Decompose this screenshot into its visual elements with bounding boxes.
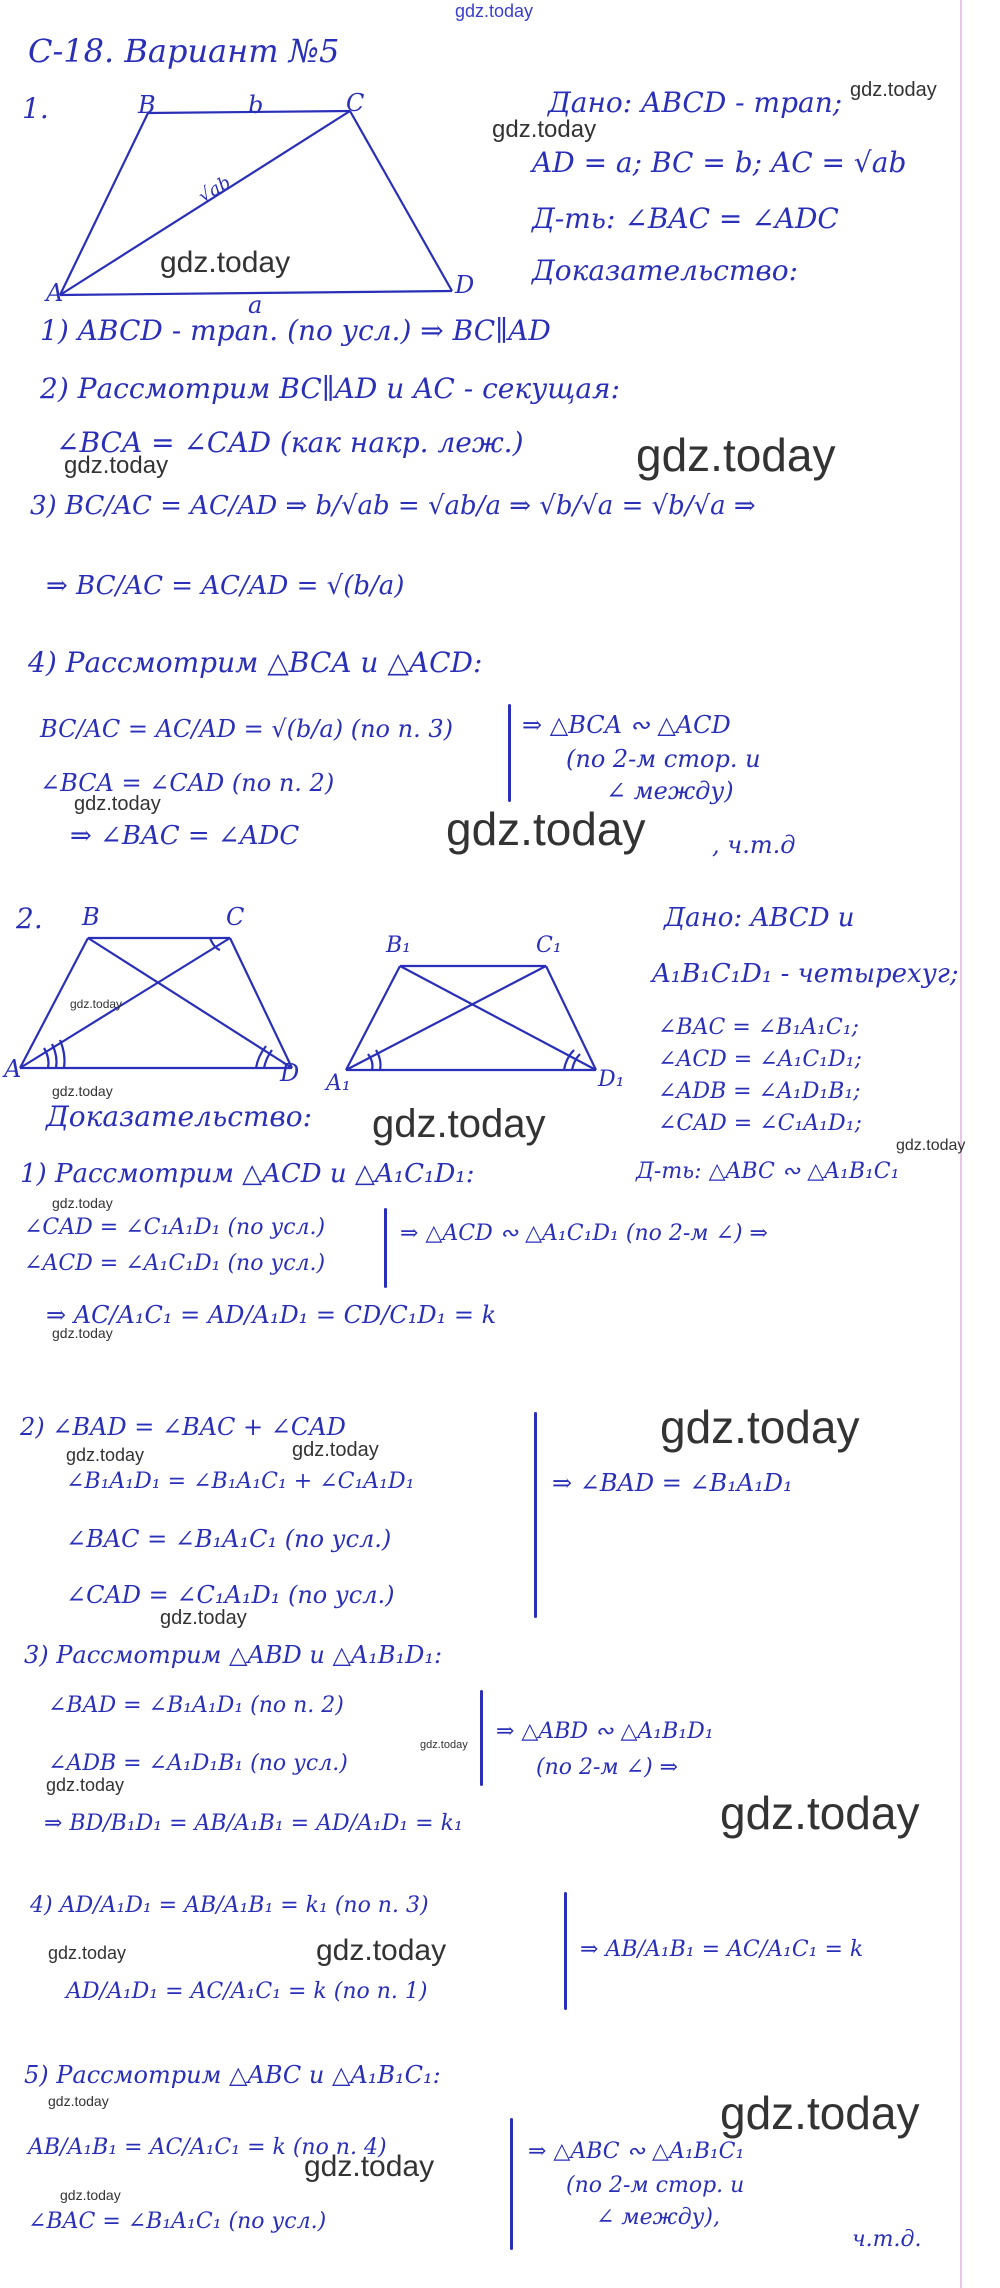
task2-step-1-concl: ⇒ △ACD ∾ △A₁C₁D₁ (по 2-м ∠) ⇒	[400, 1221, 768, 1246]
watermark: gdz.today	[66, 1445, 145, 1465]
task2-figure-abcd	[20, 928, 310, 1078]
task2-step-1-line2: ∠ACD = ∠A₁C₁D₁ (по усл.)	[24, 1251, 326, 1276]
task1-conclusion: ⇒ ∠BAC = ∠ADC	[70, 821, 300, 851]
task1-step-4-reason2: ∠ между)	[606, 777, 734, 805]
fig1-label-diagonal: √ab	[194, 172, 235, 208]
task2-step-2-line3: ∠CAD = ∠C₁A₁D₁ (по усл.)	[66, 1581, 395, 1609]
watermark: gdz.today	[850, 79, 937, 101]
task1-step-2: 2) Рассмотрим BC∥AD и AC - секущая:	[40, 372, 621, 405]
task1-step-4-line1: BC/AC = AC/AD = √(b/a) (по п. 3)	[40, 715, 453, 743]
task2-given-6: ∠CAD = ∠C₁A₁D₁;	[658, 1111, 862, 1136]
watermark: gdz.today	[292, 1439, 379, 1461]
task2-step-5: 5) Рассмотрим △ABC и △A₁B₁C₁:	[24, 2061, 441, 2089]
fig2-label-d: D	[280, 1059, 300, 1087]
task2-step-3: 3) Рассмотрим △ABD и △A₁B₁D₁:	[24, 1641, 443, 1669]
watermark: gdz.today	[48, 2093, 109, 2109]
task2-step-3-line2: ∠ADB = ∠A₁D₁B₁ (по усл.)	[48, 1751, 348, 1776]
watermark: gdz.today	[74, 793, 161, 815]
watermark: gdz.today	[52, 1195, 113, 1211]
task1-step-4-concl: ⇒ △BCA ∾ △ACD	[522, 711, 731, 739]
task2-step-5-line1: AB/A₁B₁ = AC/A₁C₁ = k (по п. 4)	[28, 2135, 387, 2160]
task2-step-3-line1: ∠BAD = ∠B₁A₁D₁ (по п. 2)	[48, 1693, 344, 1718]
task1-step-1: 1) ABCD - трап. (по усл.) ⇒ BC∥AD	[40, 314, 551, 347]
watermark: gdz.today	[48, 1943, 127, 1963]
task1-given-2: AD = a; BC = b; AC = √ab	[532, 146, 907, 179]
watermark: gdz.today	[46, 1775, 125, 1795]
page-title: С-18. Вариант №5	[28, 32, 340, 70]
fig1-label-d: D	[455, 271, 475, 299]
task2-step3-brace	[480, 1690, 483, 1786]
watermark: gdz.today	[160, 246, 291, 279]
task1-step-4-reason1: (по 2-м стор. и	[566, 745, 761, 773]
task2-figure-a1b1c1d1	[346, 958, 606, 1078]
task2-step-4-line2: AD/A₁D₁ = AC/A₁C₁ = k (по п. 1)	[66, 1979, 428, 2004]
fig1-label-a: A	[46, 279, 64, 307]
task2-given-1: Дано: ABCD и	[664, 903, 855, 933]
task2-step-2-concl: ⇒ ∠BAD = ∠B₁A₁D₁	[552, 1469, 793, 1497]
task2-number: 2.	[16, 902, 43, 935]
task2-given-3: ∠BAC = ∠B₁A₁C₁;	[658, 1015, 859, 1040]
watermark: gdz.today	[70, 997, 123, 1011]
watermark: gdz.today	[420, 1739, 468, 1751]
watermark: gdz.today	[660, 1401, 860, 1453]
watermark: gdz.today	[52, 1325, 113, 1341]
side-cd	[350, 111, 452, 291]
task2-step-3-concl: ⇒ △ABD ∾ △A₁B₁D₁	[496, 1719, 714, 1744]
task2-prove: Д-ть: △ABC ∾ △A₁B₁C₁	[636, 1159, 900, 1184]
task2-given-4: ∠ACD = ∠A₁C₁D₁;	[658, 1047, 862, 1072]
task2-qed: ч.т.д.	[852, 2227, 922, 2252]
watermark: gdz.today	[446, 803, 646, 855]
task1-step-4-line2: ∠BCA = ∠CAD (по п. 2)	[40, 769, 335, 797]
task1-step-4: 4) Рассмотрим △BCA и △ACD:	[28, 646, 483, 679]
watermark: gdz.today	[52, 1083, 113, 1099]
fig3-label-d1: D₁	[598, 1067, 625, 1092]
task2-proof-heading: Доказательство:	[46, 1100, 313, 1133]
watermark: gdz.today	[720, 1787, 920, 1839]
task2-step-5-line2: ∠BAC = ∠B₁A₁C₁ (по усл.)	[28, 2209, 327, 2234]
fig1-label-bottom: a	[248, 291, 263, 319]
fig3-label-a1: A₁	[326, 1071, 351, 1096]
task2-step1-brace	[384, 1208, 387, 1288]
task1-brace	[508, 704, 511, 802]
watermark: gdz.today	[60, 2187, 121, 2203]
watermark: gdz.today	[896, 1137, 966, 1154]
fig2-label-a: A	[4, 1055, 22, 1083]
watermark: gdz.today	[372, 1102, 546, 1146]
task1-step-2-line: ∠BCA = ∠CAD (как накр. леж.)	[56, 426, 524, 459]
fig2-label-b: B	[82, 903, 100, 931]
fig1-label-b: B	[138, 91, 156, 119]
task2-step-3-reason: (по 2-м ∠) ⇒	[536, 1755, 679, 1780]
task2-step2-brace	[534, 1412, 537, 1618]
watermark: gdz.today	[304, 2150, 435, 2183]
watermark: gdz.today	[160, 1607, 247, 1629]
task2-given-5: ∠ADB = ∠A₁D₁B₁;	[658, 1079, 861, 1104]
fig1-label-c: C	[346, 89, 365, 117]
watermark: gdz.today	[636, 429, 836, 481]
watermark: gdz.today	[64, 452, 169, 479]
task1-qed: , ч.т.д	[712, 831, 796, 859]
task1-proof-heading: Доказательство:	[532, 254, 799, 287]
watermark: gdz.today	[492, 116, 597, 143]
task1-step-3-result: ⇒ BC/AC = AC/AD = √(b/a)	[46, 571, 405, 601]
task1-prove: Д-ть: ∠BAC = ∠ADC	[532, 202, 839, 235]
watermark: gdz.today	[316, 1934, 447, 1967]
task2-step-5-reason1: (по 2-м стор. и	[566, 2173, 745, 2198]
task2-step5-brace	[510, 2118, 513, 2250]
task2-step-1-ratio: ⇒ AC/A₁C₁ = AD/A₁D₁ = CD/C₁D₁ = k	[46, 1301, 497, 1329]
task1-trapezoid-figure	[60, 95, 500, 325]
task1-given-1: Дано: ABCD - трап;	[548, 86, 843, 119]
task2-given-2: A₁B₁C₁D₁ - четырехуг;	[652, 959, 959, 989]
fig3-label-b1: B₁	[386, 933, 411, 958]
task2-step-5-reason2: ∠ между),	[596, 2205, 720, 2230]
task2-step-2-line1: ∠B₁A₁D₁ = ∠B₁A₁C₁ + ∠C₁A₁D₁	[66, 1469, 415, 1494]
task2-step-5-concl: ⇒ △ABC ∾ △A₁B₁C₁	[528, 2139, 745, 2164]
task1-number: 1.	[22, 92, 49, 125]
task2-step4-brace	[564, 1892, 567, 2010]
fig1-label-top: b	[248, 91, 264, 119]
task2-step-4-line1: 4) AD/A₁D₁ = AB/A₁B₁ = k₁ (по п. 3)	[30, 1893, 429, 1918]
watermark-top: gdz.today	[455, 1, 534, 21]
watermark: gdz.today	[720, 2087, 920, 2139]
task2-step-3-ratio: ⇒ BD/B₁D₁ = AB/A₁B₁ = AD/A₁D₁ = k₁	[44, 1811, 463, 1836]
task2-step-4-concl: ⇒ AB/A₁B₁ = AC/A₁C₁ = k	[580, 1937, 864, 1962]
fig3-label-c1: C₁	[536, 933, 562, 958]
task1-step-3: 3) BC/AC = AC/AD ⇒ b/√ab = √ab/a ⇒ √b/√a = √b/√a ⇒	[30, 491, 756, 521]
task2-step-2-line2: ∠BAC = ∠B₁A₁C₁ (по усл.)	[66, 1525, 392, 1553]
fig2-label-c: C	[226, 903, 245, 931]
task2-step-1-line1: ∠CAD = ∠C₁A₁D₁ (по усл.)	[24, 1215, 326, 1240]
task2-step-2: 2) ∠BAD = ∠BAC + ∠CAD	[20, 1413, 346, 1441]
task2-step-1: 1) Рассмотрим △ACD и △A₁C₁D₁:	[20, 1159, 475, 1189]
